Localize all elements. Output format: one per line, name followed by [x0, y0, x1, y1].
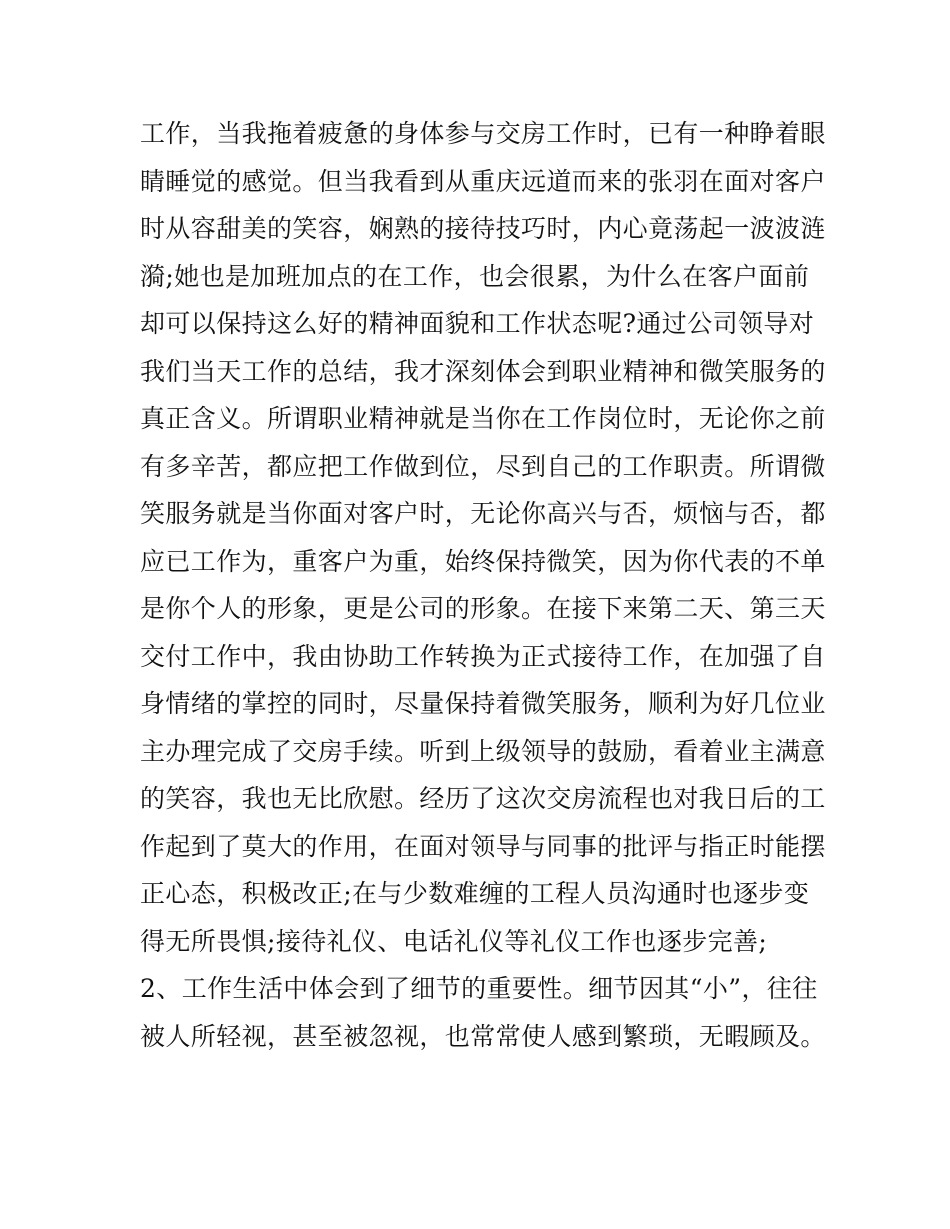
text-line: 睛睡觉的感觉。但当我看到从重庆远道而来的张羽在面对客户 [140, 166, 826, 196]
body-text [140, 110, 830, 1060]
text-line: 笑服务就是当你面对客户时，无论你高兴与否，烦恼与否，都 [140, 499, 826, 528]
text-line: 我们当天工作的总结，我才深刻体会到职业精神和微笑服务的 [140, 356, 826, 386]
text-line: 的笑容，我也无比欣慰。经历了这次交房流程也对我日后的工 [140, 784, 826, 813]
text-line: 却可以保持这么好的精神面貌和工作状态呢?通过公司领导对 [140, 309, 815, 338]
text-line: 2、工作生活中体会到了细节的重要性。细节因其“小”，往往 [140, 974, 818, 1003]
text-line: 正心态，积极改正;在与少数难缠的工程人员沟通时也逐步变 [140, 879, 810, 908]
text-line: 身情绪的掌控的同时，尽量保持着微笑服务，顺利为好几位业 [140, 689, 826, 718]
text-line: 作起到了莫大的作用，在面对领导与同事的批评与指正时能摆 [140, 831, 826, 861]
text-line: 工作，当我拖着疲惫的身体参与交房工作时，已有一种睁着眼 [140, 119, 826, 148]
text-line: 主办理完成了交房手续。听到上级领导的鼓励，看着业主满意 [140, 736, 826, 766]
text-line: 漪;她也是加班加点的在工作，也会很累，为什么在客户面前 [140, 261, 810, 291]
text-line: 被人所轻视，甚至被忽视，也常常使人感到繁琐，无暇顾及。 [140, 1021, 826, 1051]
text-line: 应已工作为，重客户为重，始终保持微笑，因为你代表的不单 [140, 546, 826, 576]
text-line: 得无所畏惧;接待礼仪、电话礼仪等礼仪工作也逐步完善; [140, 926, 768, 956]
text-line: 时从容甜美的笑容，娴熟的接待技巧时，内心竟荡起一波波涟 [140, 214, 826, 243]
text-line: 是你个人的形象，更是公司的形象。在接下来第二天、第三天 [140, 594, 826, 623]
text-line: 有多辛苦，都应把工作做到位，尽到自己的工作职责。所谓微 [140, 451, 826, 481]
text-line: 交付工作中，我由协助工作转换为正式接待工作，在加强了自 [140, 641, 826, 671]
text-line: 真正含义。所谓职业精神就是当你在工作岗位时，无论你之前 [140, 404, 826, 433]
